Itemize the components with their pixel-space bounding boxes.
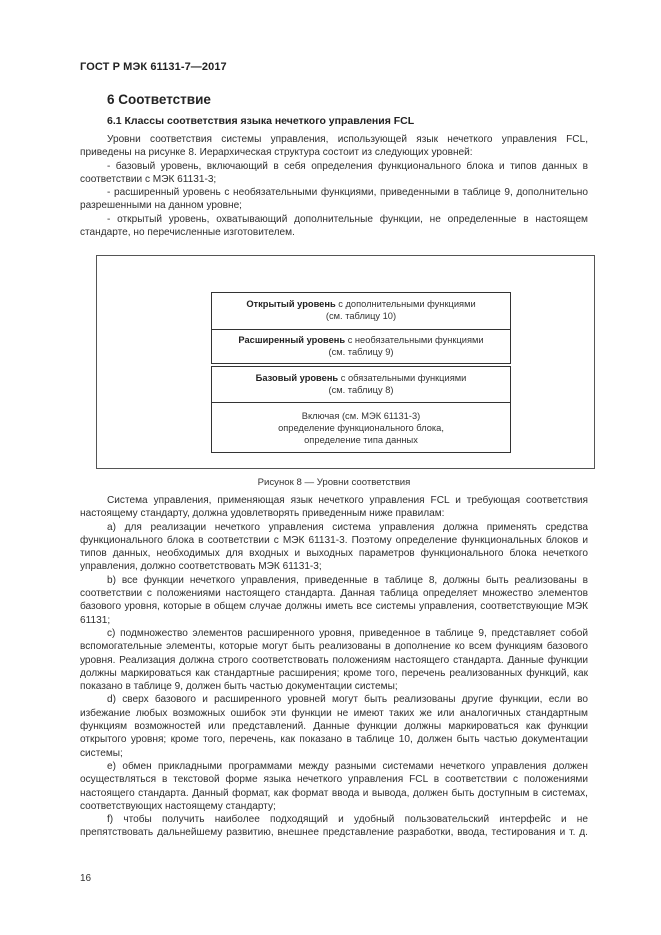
list-item-extended-level: - расширенный уровень с необязательными функциями, приведенными в таблице 9, дополнительно разрешенными на данном уровне; <box>80 187 588 212</box>
basic-level-box <box>211 366 511 403</box>
rules-intro-paragraph: Система управления, применяющая язык нечеткого управления FCL и требующая соответствия настоящему стандарту, должна удовлетворять приведенным ниже правилам: <box>80 495 588 520</box>
section-title: 6 Соответствие <box>107 92 211 107</box>
open-level-box <box>211 292 511 330</box>
rule-b: b) все функции нечеткого управления, приведенные в таблице 8, должны быть реализованы в соответствии с положениями настоящего стандарта. Данная таблица определяет множество элементов базового уровня, которые в общем случае должны иметь все системы управления, соответствующие МЭК 61131; <box>80 574 588 626</box>
open-level-desc: с дополнительными функциями <box>335 299 476 309</box>
page-number: 16 <box>80 873 92 884</box>
extended-level-desc: с необязательными функциями <box>345 335 484 345</box>
rule-e: e) обмен прикладными программами между разными системами нечеткого управления должен осуществляться в текстовой форме языка нечеткого управления FCL в соответствии с положениями настоящего стандарта. Данный формат, как формат ввода и вывода, должен быть доступным в системах, соответствующих настоящему стандарту; <box>80 760 588 812</box>
subsection-title: 6.1 Классы соответствия языка нечеткого управления FCL <box>107 115 415 127</box>
basic-level-desc: с обязательными функциями <box>338 373 467 383</box>
open-level-title: Открытый уровень <box>246 299 336 309</box>
rule-f: f) чтобы получить наиболее подходящий и удобный пользовательский интерфейс и не препятствовать дальнейшему развитию, внешнее представление разработки, ввода, тестирования и т. д. <box>80 814 588 839</box>
including-box <box>211 402 511 453</box>
rule-a: a) для реализации нечеткого управления система управления должна применять средства функционального блока в соответствии с МЭК 61131-3. Поэтому определение функциональных блоков и типов данных, необходимых для входных и выходных параметров функционального блока нечеткого управления, должно соответствовать МЭК 61131-3; <box>80 521 588 573</box>
intro-paragraph: Уровни соответствия системы управления, использующей язык нечеткого управления FCL, приведены на рисунке 8. Иерархическая структура состоит из следующих уровней: <box>80 134 588 159</box>
list-item-basic-level: - базовый уровень, включающий в себя определения функционального блока и типов данных в соответствии с МЭК 61131-3; <box>80 160 588 185</box>
including-line-3: определение типа данных <box>304 435 418 445</box>
rule-c: c) подмножество элементов расширенного уровня, приведенное в таблице 9, представляет собой вспомогательные элементы, которые могут быть реализованы в дополнение ко всем функциям базового уровня. Реализация должна строго соответствовать положениям настоящего стандарта. Данные функции должны маркироваться как стандартные расширения; кроме того, перечень реализованных функций, как показано в таблице 9, должен быть частью документации системы; <box>80 627 588 693</box>
rule-d: d) сверх базового и расширенного уровней могут быть реализованы другие функции, если во избежание любых возможных ошибок эти функции не имеют таких же или аналогичных стандартным функциям возможностей или представлений. Данные функции должны маркироваться как функции открытого уровня; кроме того, перечень, как показано в таблице 10, должен быть частью документации системы; <box>80 694 588 759</box>
extended-level-ref: (см. таблицу 9) <box>328 347 394 357</box>
basic-level-title: Базовый уровень <box>255 373 339 383</box>
list-item-open-level: - открытый уровень, охватывающий дополнительные функции, не определенные в настоящем стандарте, но перечисленные изготовителем. <box>80 213 588 239</box>
intro-text <box>80 133 588 239</box>
extended-level-box <box>211 329 511 364</box>
including-line-1: Включая (см. МЭК 61131-3) <box>301 411 421 421</box>
basic-level-ref: (см. таблицу 8) <box>328 385 394 395</box>
figure-caption: Рисунок 8 — Уровни соответствия <box>257 477 411 488</box>
including-line-2: определение функционального блока, <box>278 423 444 433</box>
open-level-ref: (см. таблицу 10) <box>325 311 397 321</box>
body-text <box>80 494 588 840</box>
document-code-header: ГОСТ Р МЭК 61131-7—2017 <box>80 61 227 73</box>
extended-level-title: Расширенный уровень <box>238 335 346 345</box>
